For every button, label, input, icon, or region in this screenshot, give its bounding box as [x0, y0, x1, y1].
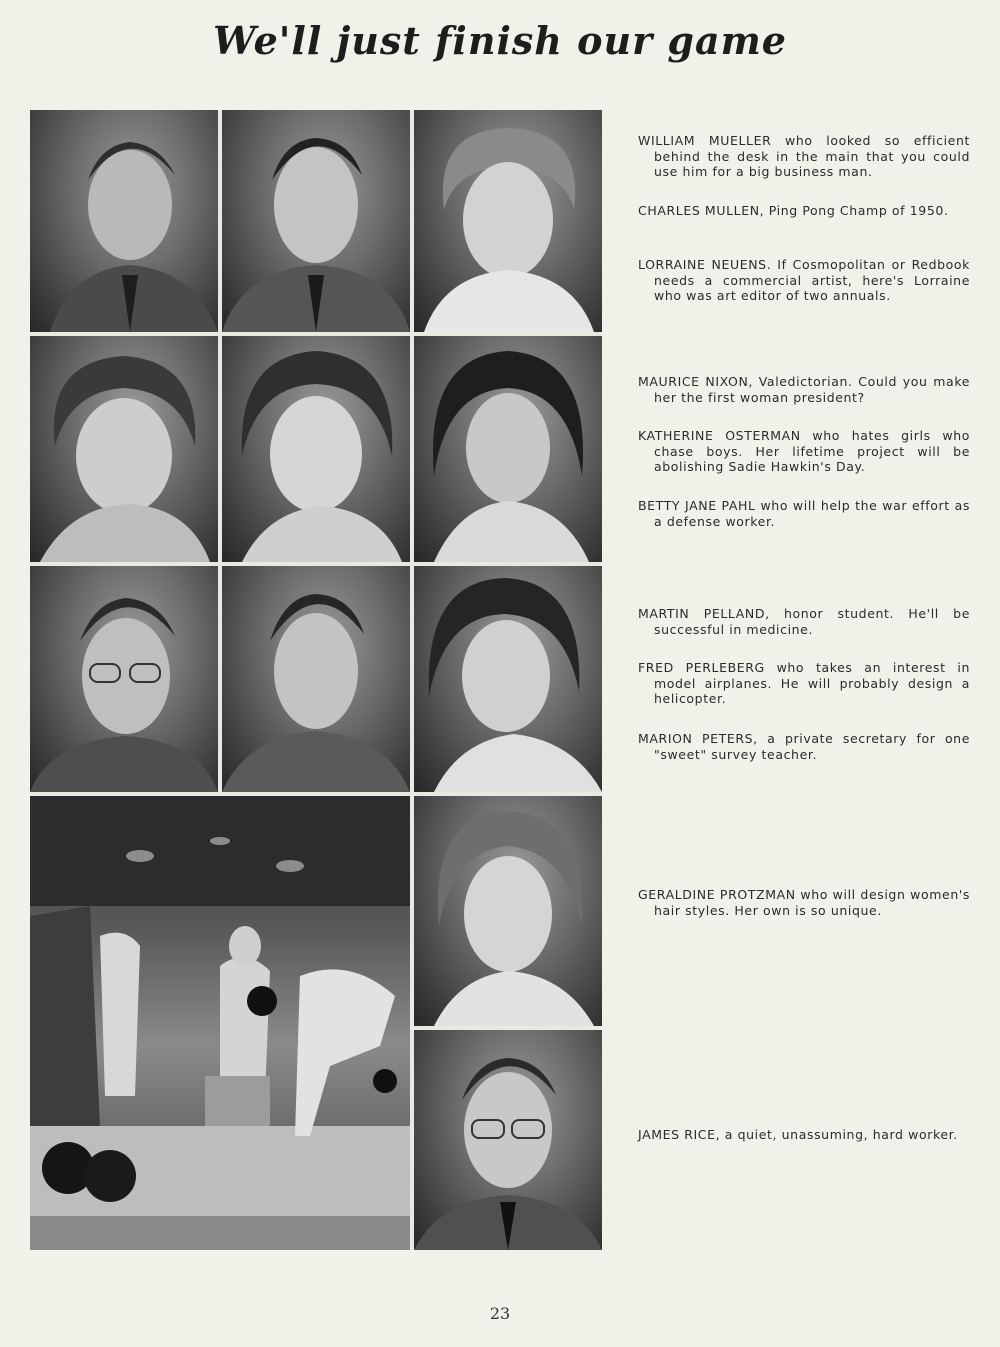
caption-marion-peters: MARION PETERS, a private secretary for one "sweet" survey teacher. — [638, 731, 970, 762]
photo-grid — [30, 110, 602, 1250]
portrait-photo — [222, 566, 410, 792]
portrait-photo — [414, 1030, 602, 1250]
page-title: We'll just finish our game — [213, 18, 787, 63]
portrait-photo — [414, 796, 602, 1026]
portrait-photo — [222, 110, 410, 332]
caption-lorraine-neuens: LORRAINE NEUENS. If Cosmopolitan or Redbook needs a commercial artist, here's Lorraine who was art editor of two annuals. — [638, 257, 970, 303]
page-number: 23 — [489, 1304, 511, 1323]
caption-maurice-nixon: MAURICE NIXON, Valedictorian. Could you make her the first woman president? — [638, 374, 970, 405]
portrait-photo — [30, 566, 218, 792]
caption-betty-jane-pahl: BETTY JANE PAHL who will help the war effort as a defense worker. — [638, 498, 970, 529]
caption-charles-mullen: CHARLES MULLEN, Ping Pong Champ of 1950. — [638, 203, 949, 218]
caption-james-rice: JAMES RICE, a quiet, unassuming, hard worker. — [638, 1127, 958, 1142]
caption-william-mueller: WILLIAM MUELLER who looked so efficient behind the desk in the main that you could use him for a big business man. — [638, 133, 970, 179]
portrait-photo — [222, 336, 410, 562]
caption-geraldine-protzman: GERALDINE PROTZMAN who will design women's hair styles. Her own is so unique. — [638, 887, 970, 918]
portrait-photo — [414, 336, 602, 562]
portrait-photo — [30, 336, 218, 562]
caption-fred-perleberg: FRED PERLEBERG who takes an interest in model airplanes. He will probably design a helicopter. — [638, 660, 970, 706]
caption-martin-pelland: MARTIN PELLAND, honor student. He'll be successful in medicine. — [638, 606, 970, 637]
portrait-photo — [414, 566, 602, 792]
portrait-photo — [414, 110, 602, 332]
caption-katherine-osterman: KATHERINE OSTERMAN who hates girls who chase boys. Her lifetime project will be abolishing Sadie Hawkin's Day. — [638, 428, 970, 474]
portrait-photo — [30, 110, 218, 332]
bowling-alley-photo — [30, 796, 410, 1250]
